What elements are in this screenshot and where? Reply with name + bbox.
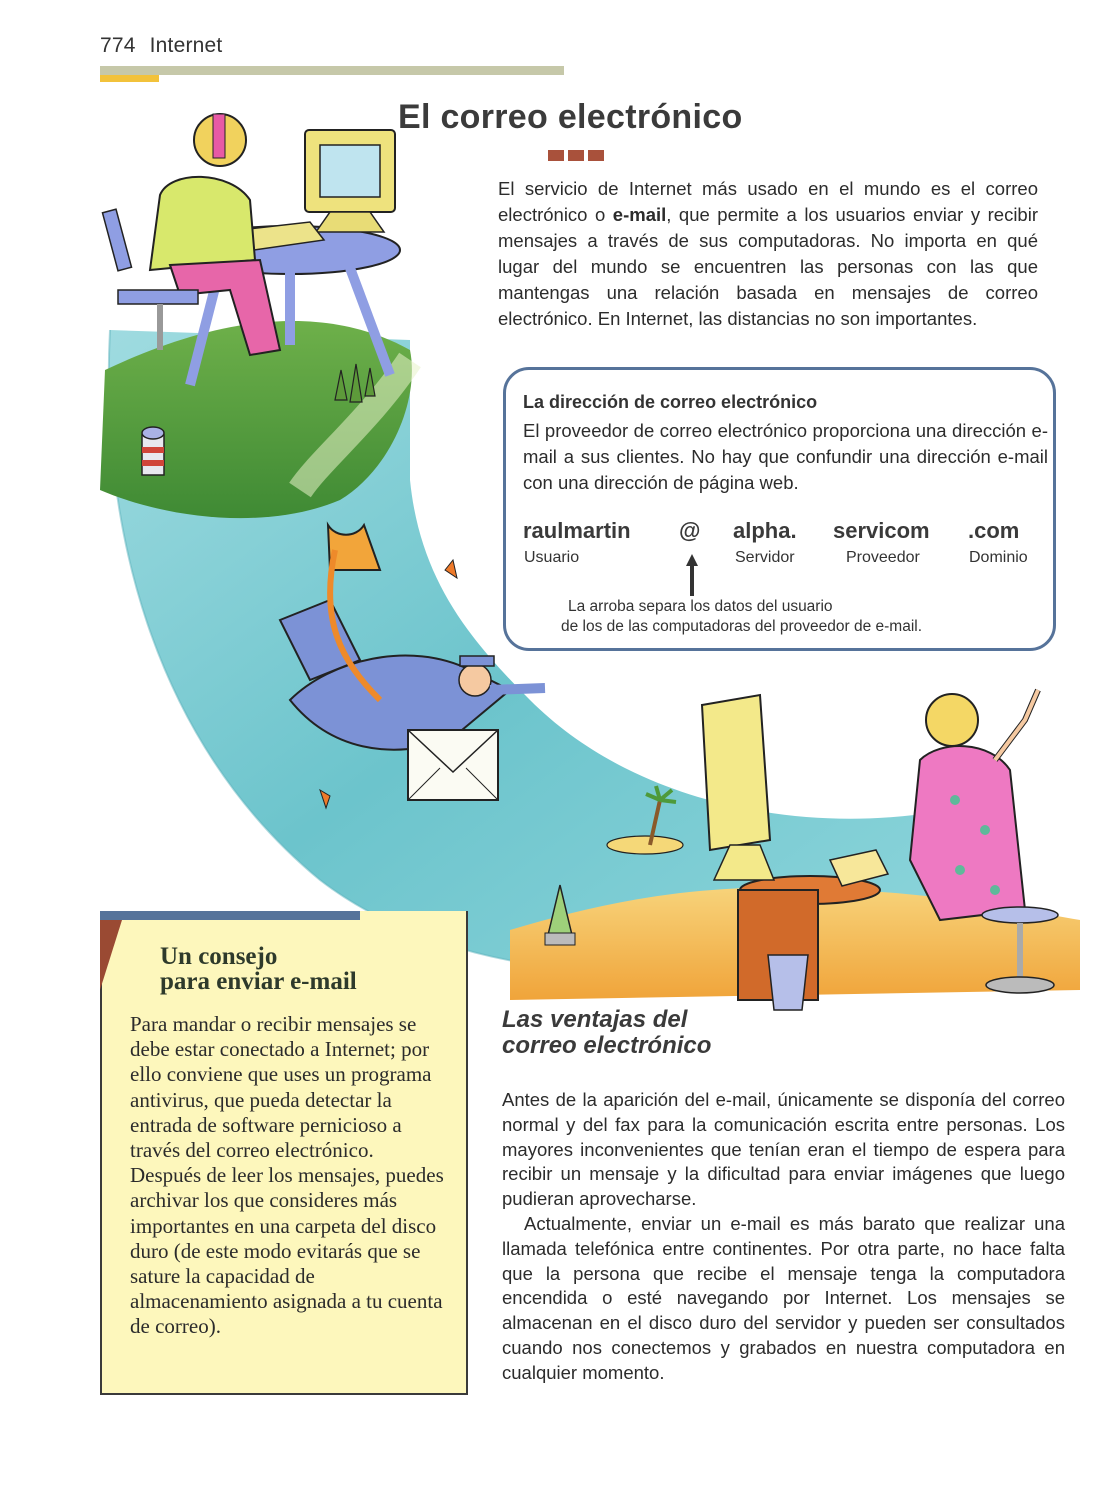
intro-text: El servicio de Internet más usado en el mundo es el correo electrónico o: [498, 178, 1038, 225]
advantages-title-line-1: Las ventajas del: [502, 1006, 688, 1033]
label-domain: Dominio: [969, 549, 1028, 566]
address-provider: servicom: [833, 518, 930, 543]
advantages-paragraph: Actualmente, enviar un e-mail es más barato que realizar una llamada telefónica entre continentes. Por otra parte, no hace falta que la persona que recibe el mensaje tenga la computadora encendida o esté navegando por Internet. Los mensajes se almacenan en el disco duro del servidor y pueden ser consultados cuando nos conectemos y grabados en nuestra computadora en cualquier momento.: [502, 1212, 1065, 1383]
tip-title-line-2: para enviar e-mail: [160, 968, 357, 995]
envelope-icon: [408, 730, 498, 800]
address-box-body: El proveedor de correo electrónico proporciona una dirección e-mail a sus clientes. No hay que confundir una dirección e-mail con una dirección de página web.: [523, 420, 1048, 493]
page-title: El correo electrónico: [398, 98, 743, 136]
label-server: Servidor: [735, 549, 795, 566]
tip-title: [160, 944, 357, 994]
trash-can: [768, 955, 808, 1010]
intro-bold-term: e-mail: [612, 204, 667, 225]
advantages-title-line-2: correo electrónico: [502, 1032, 712, 1059]
lighthouse: [142, 435, 164, 475]
header-accent: [100, 75, 159, 82]
tip-body: Para mandar o recibir mensajes se debe estar conectado a Internet; por ello conviene que uses un programa antivirus, que pueda detectar la entrada de software pernicioso a través del correo electrónico. Después de leer los mensajes, puedes archivar los que consideres más importantes en una carpeta del disco duro (de este modo evitarás que se sature la capacidad de almacenamiento asignada a tu cuenta de correo).: [130, 1012, 444, 1339]
at-note-line-1: La arroba separa los datos del usuario: [568, 598, 833, 615]
address-at: @: [679, 518, 701, 543]
intro-text-cont: , que permite a los usuarios enviar y recibir mensajes a través de sus computadoras. No importa en qué lugar del mundo se encuentren las personas con las que mantengas una relación basada en mensajes de correo electrónico. En Internet, las distancias no son importantes.: [498, 204, 1038, 329]
advantages-title: [502, 1007, 711, 1059]
address-server: alpha.: [733, 518, 797, 543]
running-head: [100, 34, 222, 58]
tip-title-line-1: Un consejo: [160, 943, 278, 970]
title-ornament: [548, 150, 604, 161]
header-rule: [100, 66, 564, 75]
intro-paragraph: [498, 176, 1038, 332]
address-domain: .com: [968, 518, 1020, 543]
address-box-title: La dirección de correo electrónico: [523, 392, 818, 412]
arrow-up-icon: [685, 554, 699, 596]
label-user: Usuario: [524, 549, 580, 566]
at-sign-note: [561, 597, 923, 637]
address-user: raulmartin: [523, 518, 631, 543]
tip-top-bar: [100, 911, 360, 920]
tip-corner-accent: [100, 920, 122, 990]
advantages-paragraph: Antes de la aparición del e-mail, únicamente se disponía del correo normal y del fax para la comunicación escrita entre personas. Los mayores inconvenientes que tenían eran el tiempo de espera para recibir un mensaje y la dificultad para enviar imágenes que luego pudieran aprovecharse.: [502, 1089, 1065, 1210]
advantages-body: [502, 1088, 1065, 1386]
page-number: 774: [100, 34, 136, 57]
section-name: Internet: [149, 34, 223, 57]
at-note-line-2: de los de las computadoras del proveedor de e-mail.: [561, 618, 923, 635]
label-provider: Proveedor: [846, 549, 920, 566]
